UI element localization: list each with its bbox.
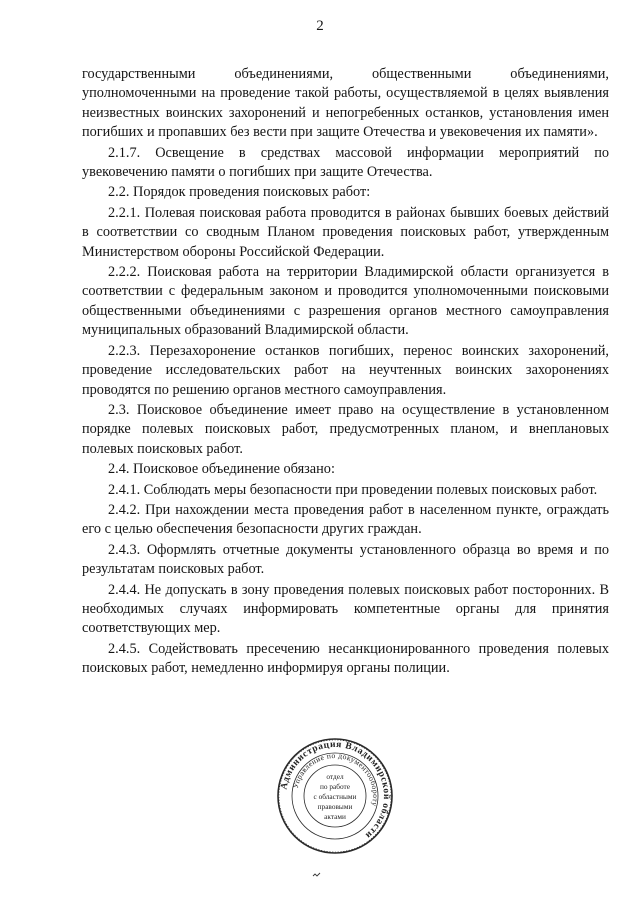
paragraph-2-4: 2.4. Поисковое объединение обязано: xyxy=(108,461,335,478)
stamp-middle-text: Управление по документообороту xyxy=(290,750,381,808)
paragraph-2-2-3: 2.2.3. Перезахоронение останков погибших, перенос воинских захоронений, проведение исследовательских работ на неучтенных воинских захоронениях проводятся по решению органов местного самоуправления. xyxy=(82,342,609,398)
paragraph-2-4-1: 2.4.1. Соблюдать меры безопасности при проведении полевых поисковых работ. xyxy=(108,481,598,498)
paragraph-2-4-2: 2.4.2. При нахождении места проведения работ в населенном пункте, ограждать его с целью обеспечения безопасности других граждан. xyxy=(82,501,609,538)
official-round-stamp xyxy=(276,737,394,855)
stamp-inner-line-4: правовыми xyxy=(317,802,353,811)
paragraph-2-2-2: 2.2.2. Поисковая работа на территории Владимирской области организуется в соответствии с федеральным законом и проводится уполномоченными поисковыми общественными объединениями с разрешения органов местного самоуправления муниципальных образований Владимирской области. xyxy=(82,264,609,339)
document-body xyxy=(82,65,609,680)
stamp-inner-line-5: актами xyxy=(324,812,346,821)
stamp-inner-line-2: по работе xyxy=(320,782,350,791)
stamp-outer-text: Администрация Владимирской области xyxy=(279,739,392,841)
paragraph-2-3: 2.3. Поисковое объединение имеет право на осуществление в установленном порядке полевых поисковых работ, предусмотренных планом, и внеплановых полевых поисковых работ. xyxy=(82,401,609,457)
pen-mark xyxy=(312,872,322,878)
paragraph-2-4-3: 2.4.3. Оформлять отчетные документы установленного образца во время и по результатам поисковых работ. xyxy=(82,541,609,578)
paragraph-2-2-1: 2.2.1. Полевая поисковая работа проводится в районах бывших боевых действий в соответствии со сводным Планом проведения поисковых работ, утвержденным Министерством обороны Российской Федерации. xyxy=(82,204,609,260)
paragraph-2-1-7: 2.1.7. Освещение в средствах массовой информации мероприятий по увековечению памяти о погибших при защите Отечества. xyxy=(82,144,609,181)
stamp-inner-line-3: с областными xyxy=(313,792,357,801)
paragraph-2-2: 2.2. Порядок проведения поисковых работ: xyxy=(108,184,371,201)
stamp-inner-line-1: отдел xyxy=(326,772,344,781)
stamp-graphic xyxy=(276,737,394,855)
paragraph-continuation: государственными объединениями, общественными объединениями, уполномоченными на проведение такой работы, осуществляемой в целях выявления неизвестных воинских захоронений и непогребенных останков, установления имен погибших и пропавших без вести при защите Отечества и увековечения их памяти». xyxy=(82,66,609,141)
paragraph-2-4-4: 2.4.4. Не допускать в зону проведения полевых поисковых работ посторонних. В необходимых случаях информировать компетентные органы для принятия соответствующих мер. xyxy=(82,581,609,637)
paragraph-2-4-5: 2.4.5. Содействовать пресечению несанкционированного проведения полевых поисковых работ, немедленно информируя органы полиции. xyxy=(82,640,609,677)
page-number: 2 xyxy=(316,18,324,34)
